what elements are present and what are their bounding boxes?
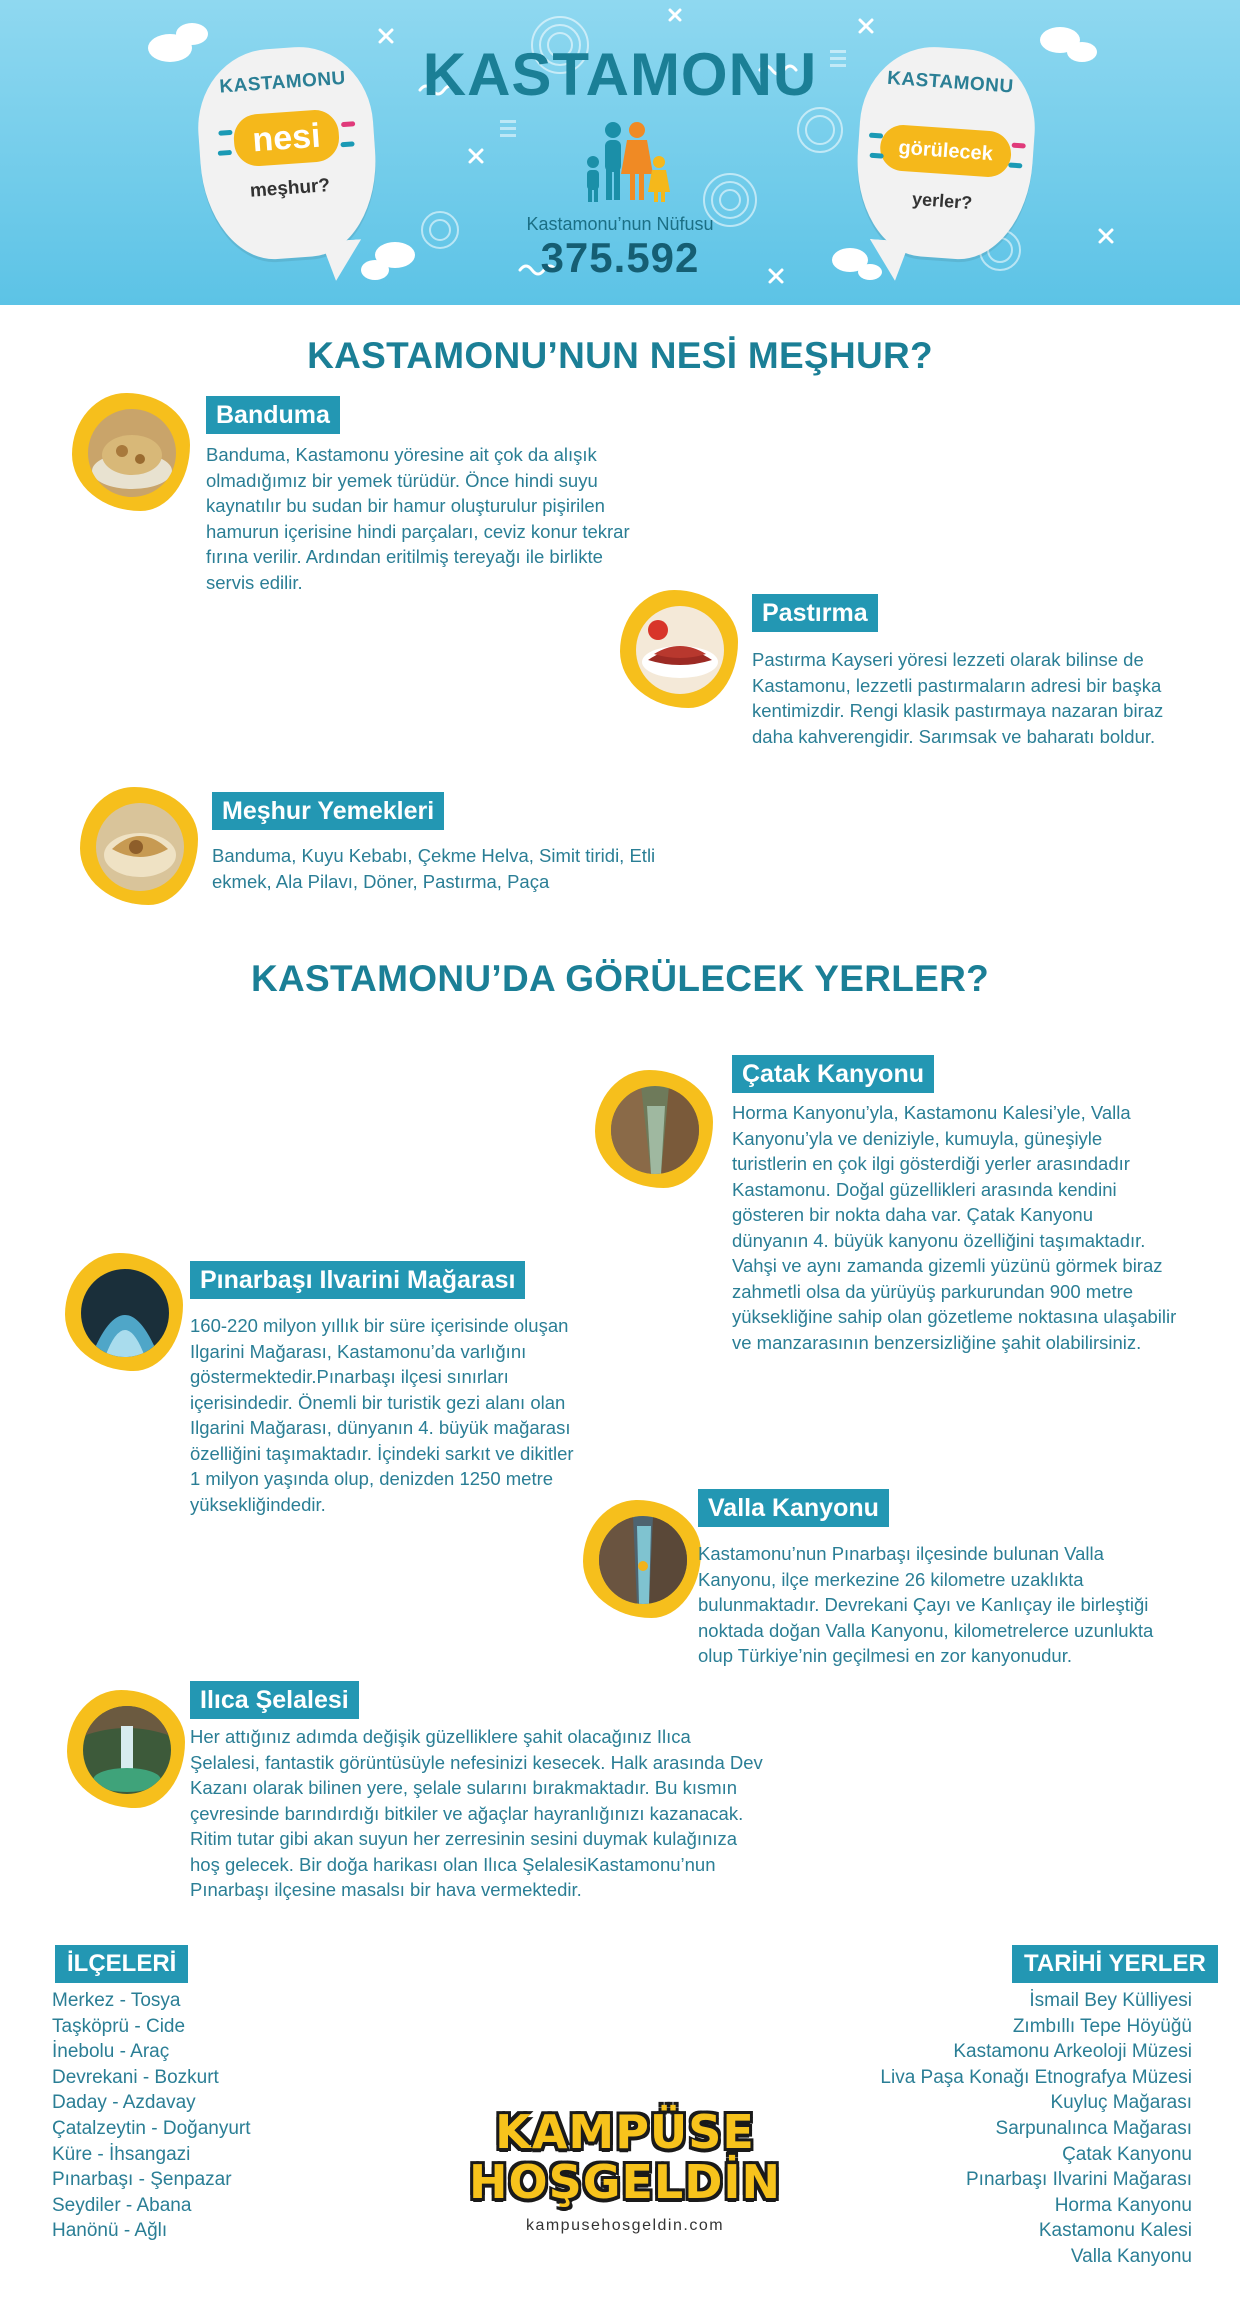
list-item: Daday - Azdavay [52,2092,196,2114]
logo-line1: KAMPÜSE [495,2105,755,2159]
valla-canyon-title: Valla Kanyonu [698,1489,889,1527]
dash-decoration [341,121,355,127]
list-item: Liva Paşa Konağı Etnografya Müzesi [880,2066,1192,2088]
list-item: Çatak Kanyonu [1062,2143,1192,2165]
famous-dishes-title: Meşhur Yemekleri [212,792,444,830]
list-item: Kastamonu Arkeoloji Müzesi [953,2041,1192,2063]
ilica-waterfall-photo [67,1690,185,1808]
list-item: Küre - İhsangazi [52,2143,191,2165]
bubble-right-highlight: görülecek [879,123,1013,178]
kampuse-hosgeldin-logo [460,2095,790,2245]
bubble-left-line3: meşhur? [249,175,331,202]
header-title: KASTAMONU [422,41,818,108]
banduma-description: Banduma, Kastamonu yöresine ait çok da alışık olmadığımız bir yemek türüdür. Önce hindi suyu kaynatılır bu sudan bir hamur oluşturulur pişirilen hamurun içerisine hindi parçaları, ceviz konur tekrar fırına verilir. Ardından eritilmiş tereyağı ile birlikte servis edilir. [206,444,630,593]
list-item: Pınarbaşı Ilvarini Mağarası [966,2169,1192,2191]
valla-canyon-description: Kastamonu’nun Pınarbaşı ilçesinde bulunan Valla Kanyonu, ilçe merkezine 26 kilometre uzaklıkta bulunmaktadır. Devrekani Çayı ve Kanlıçay ile birleştiği noktada doğan Valla Kanyonu, kilometrelerce uzunlukta olup Türkiye’nin geçilmesi en zor kanyonudur. [698,1543,1154,1666]
pastirma-photo [620,590,738,708]
ilgarini-cave-photo [65,1253,183,1371]
districts-heading: İLÇELERİ [55,1945,188,1983]
list-item: Pınarbaşı - Şenpazar [52,2169,232,2191]
historic-places-list [880,1988,1192,2270]
ilgarini-cave-title: Pınarbaşı Ilvarini Mağarası [190,1261,525,1299]
list-item: Valla Kanyonu [1070,2245,1192,2267]
list-item: Hanönü - Ağlı [52,2220,168,2242]
logo-url: kampusehosgeldin.com [525,2217,725,2234]
header-banner [0,0,1240,305]
list-item: Kastamonu Kalesi [1038,2220,1192,2242]
famous-dishes-description: Banduma, Kuyu Kebabı, Çekme Helva, Simit tiridi, Etli ekmek, Ala Pilavı, Döner, Pastırma, Paça [212,845,656,892]
catak-canyon-photo [595,1070,713,1188]
population-value: 375.592 [540,234,700,281]
ilgarini-cave-description: 160-220 milyon yıllık bir süre içerisinde oluşan Ilgarini Mağarası, Kastamonu’da varlığını göstermektedir.Pınarbaşı ilçesi sınırları içerisindedir. Önemli bir turistik gezi alanı olan Ilgarini Mağarası, dünyanın 4. büyük mağarası özelliğini taşımaktadır. İçindeki sarkıt ve dikitler 1 milyon yaşında olup, denizden 1250 metre yüksekliğindedir. [190,1315,574,1515]
list-item: Kuyluç Mağarası [1050,2092,1192,2114]
dash-decoration [218,130,232,136]
list-item: İsmail Bey Külliyesi [1029,1990,1192,2011]
catak-canyon-title: Çatak Kanyonu [732,1055,934,1093]
catak-canyon-description: Horma Kanyonu’yla, Kastamonu Kalesi’yle, Valla Kanyonu’yla ve deniziyle, kumuyla, güneşiyle turistlerin en çok ilgi gösterdiği yerler arasındadır Kastamonu. Doğal güzellikleri arasında kendini gösteren bir nokta daha var. Çatak Kanyonu dünyanın 4. büyük kanyonu özelliğini taşımaktadır. Vahşi ve aynı zamanda gizemli yüzünü görmek biraz zahmetli olsa da yürüyüş parkurundan 900 metre yüksekliğine sahip olan gözetleme noktasına ulaşabilir ve manzarasının benzersizliğine şahit olabilirsiniz. [732,1102,1177,1353]
list-item: Taşköprü - Cide [52,2015,186,2037]
bubble-right-line1: KASTAMONU [886,67,1015,98]
banduma-photo [72,393,190,511]
dash-decoration [340,141,354,147]
list-item: Devrekani - Bozkurt [52,2066,219,2088]
list-item: Zımbıllı Tepe Höyüğü [1012,2015,1192,2037]
places-section-title: KASTAMONU’DA GÖRÜLECEK YERLER? [250,958,990,999]
list-item: İnebolu - Araç [52,2041,170,2063]
logo-line2: HOŞGELDİN [468,2155,782,2209]
dash-decoration [1012,143,1026,149]
famous-dishes-photo [80,787,198,905]
list-item: Çatalzeytin - Doğanyurt [52,2117,251,2139]
list-item: Seydiler - Abana [52,2194,192,2216]
population-label: Kastamonu’nun Nüfusu [526,214,714,234]
dash-decoration [1008,162,1022,168]
dash-decoration [869,133,883,139]
dash-decoration [218,150,232,156]
ilica-waterfall-title: Ilıca Şelalesi [190,1681,359,1719]
pastirma-description: Pastırma Kayseri yöresi lezzeti olarak bilinse de Kastamonu, lezzetli pastırmaların adresi bir başka kentimizdir. Rengi klasik pastırmaya nazaran biraz daha kahverengidir. Sarımsak ve baharatı boldur. [752,649,1164,747]
list-item: Horma Kanyonu [1054,2194,1192,2216]
food-section-title: KASTAMONU’NUN NESİ MEŞHUR? [307,335,933,376]
dash-decoration [869,153,883,159]
family-icon [575,118,675,208]
bubble-left-line1: KASTAMONU [218,67,347,98]
ilica-waterfall-description: Her attığınız adımda değişik güzelliklere şahit olacağınız Ilıca Şelalesi, fantastik görüntüsüyle nefesinizi kesecek. Halk arasında Dev Kazanı olarak bilinen yere, şelale sularını bırakmaktadır. Bu kısmın çevresinde barındırdığı bitkiler ve ağaçlar hayranlığınızı kazanacak. Ritim tutar gibi akan suyun her zerresinin sesini duymak kulağınıza hoş gelecek. Bir doğa harikası olan Ilıca ŞelalesiKastamonu’nun Pınarbaşı ilçesine masalsı bir hava vermektedir. [190,1726,763,1900]
bubble-left-highlight: nesi [232,108,340,167]
pastirma-title: Pastırma [752,594,878,632]
districts-list [52,1988,251,2244]
list-item: Merkez - Tosya [52,1990,181,2011]
bubble-right-line3: yerler? [911,188,973,213]
historic-places-heading: TARİHİ YERLER [1012,1945,1218,1983]
banduma-title: Banduma [206,396,340,434]
valla-canyon-photo [583,1500,701,1618]
list-item: Sarpunalınca Mağarası [995,2117,1192,2139]
